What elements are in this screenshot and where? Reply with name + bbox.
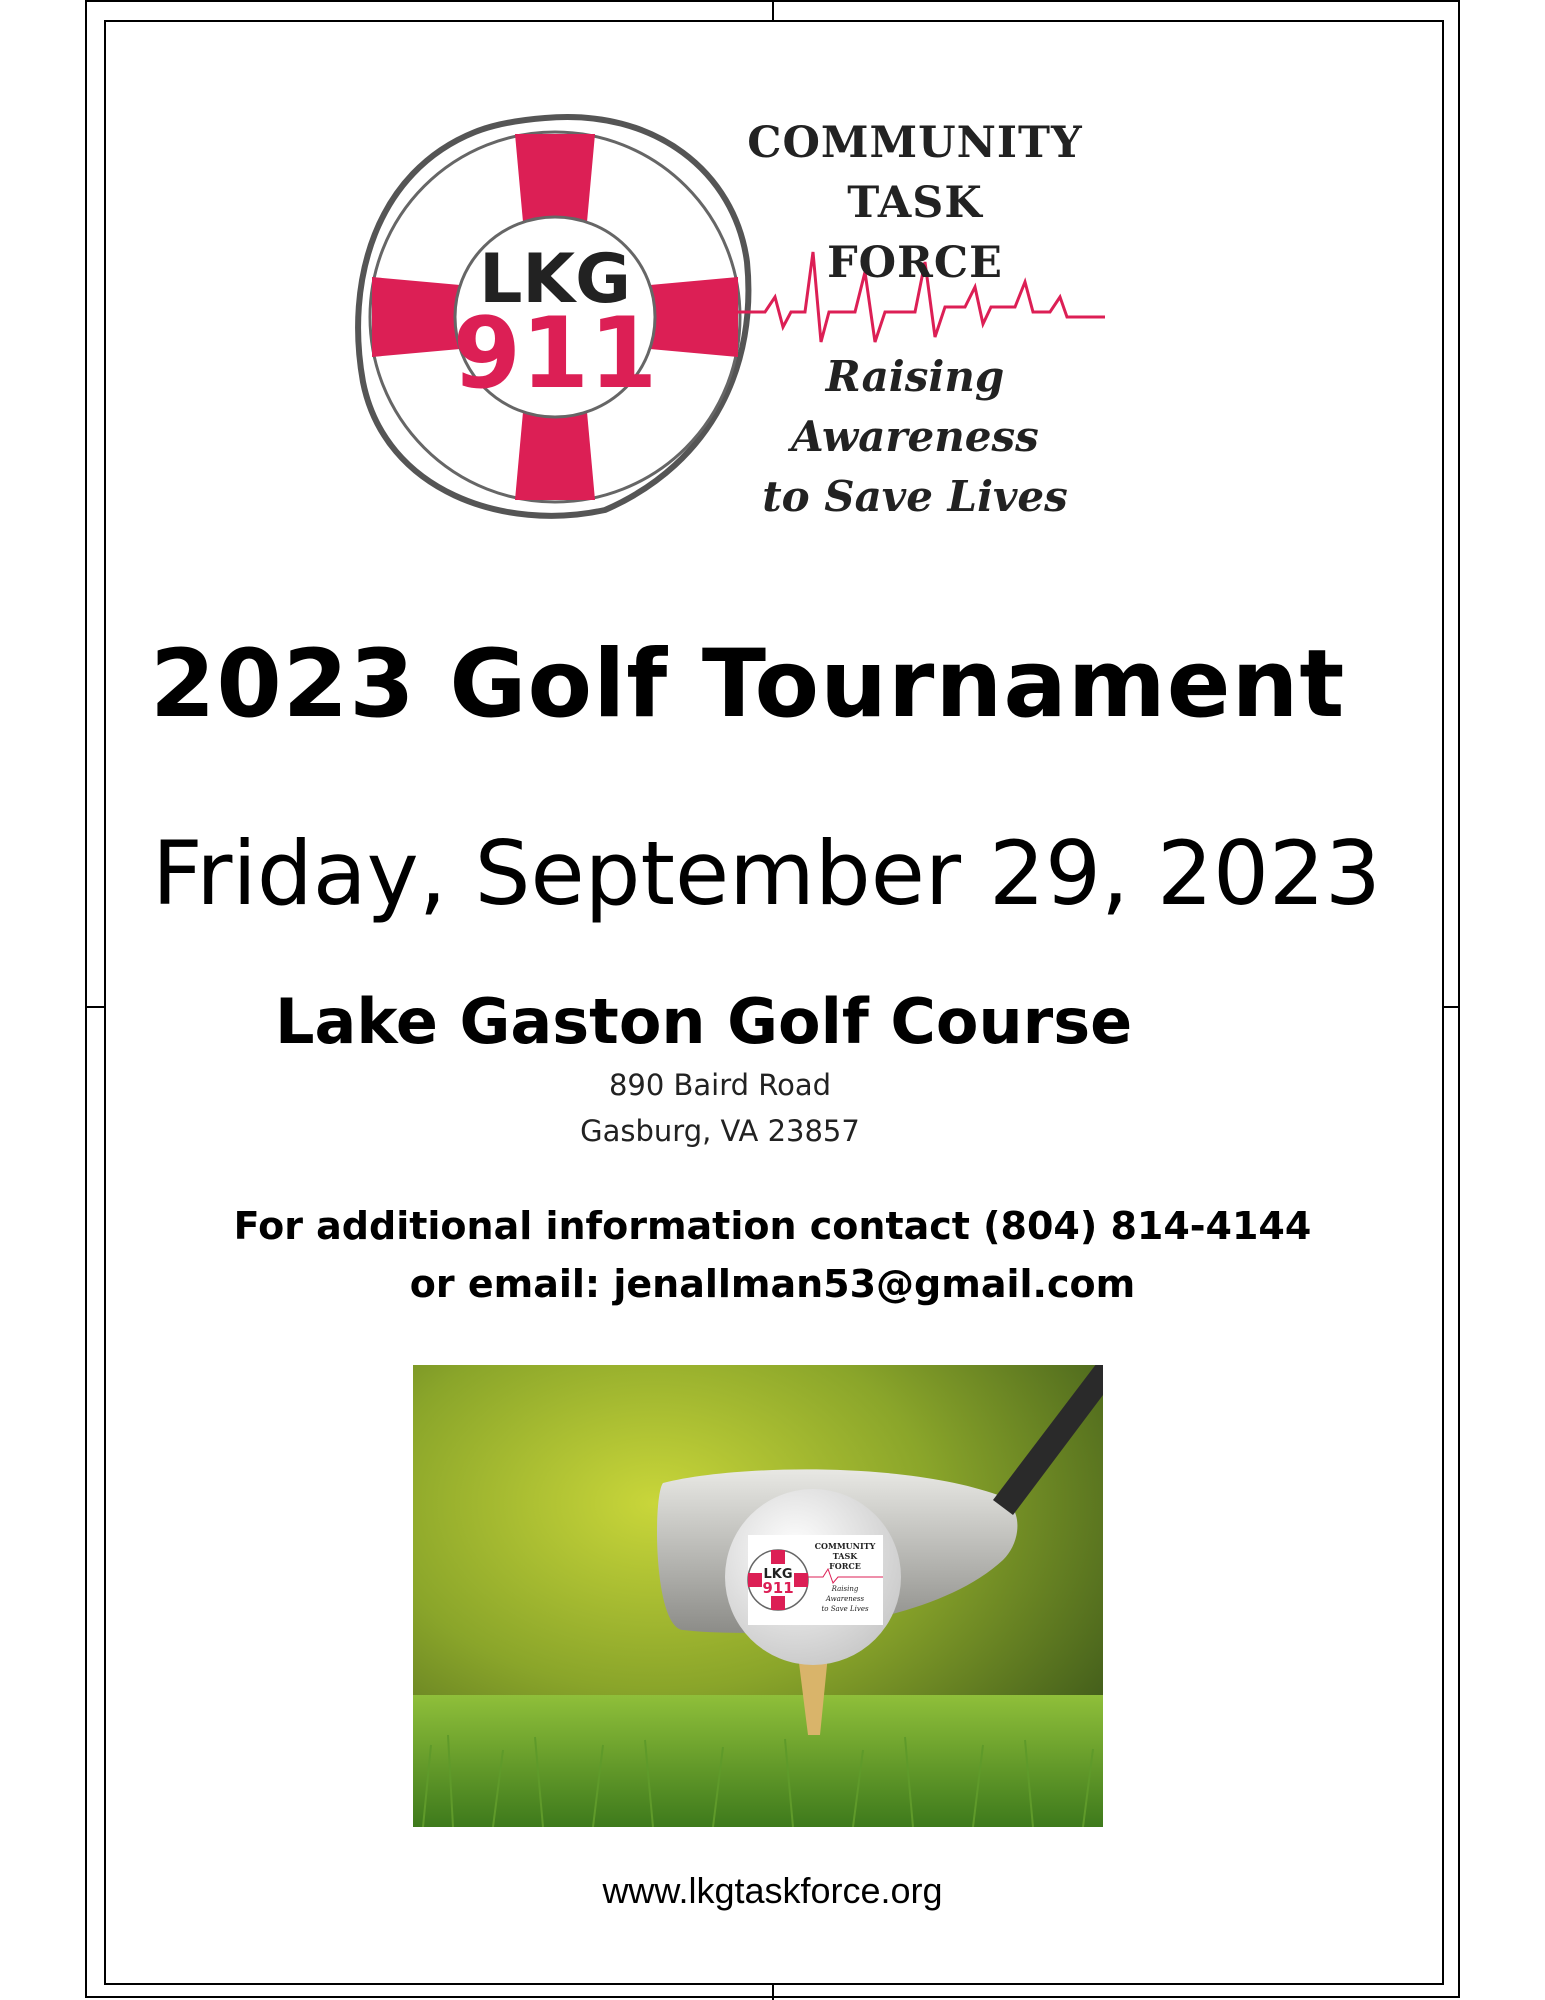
registration-mark-left (85, 1006, 105, 1008)
registration-mark-bottom (772, 1985, 774, 2000)
svg-text:LKG: LKG (763, 1567, 793, 1582)
logo-lkg-text: LKG (479, 240, 631, 319)
registration-mark-right (1443, 1006, 1460, 1008)
logo-org-line3: FORCE (827, 238, 1003, 288)
logo-org-line1: COMMUNITY (747, 118, 1083, 168)
website-url: www.lkgtaskforce.org (602, 1870, 943, 1911)
logo-tagline-line1: Raising (825, 352, 1005, 401)
event-title: 2023 Golf Tournament (150, 630, 1346, 739)
svg-text:Awareness: Awareness (825, 1595, 865, 1603)
svg-text:Raising: Raising (831, 1585, 859, 1593)
logo-911-text: 911 (452, 297, 658, 411)
venue-address-line2: Gasburg, VA 23857 (580, 1114, 860, 1148)
svg-text:to Save Lives: to Save Lives (821, 1605, 869, 1613)
contact-email-line: or email: jenallman53@gmail.com (409, 1262, 1136, 1306)
venue-address-line1: 890 Baird Road (608, 1068, 832, 1102)
svg-text:TASK: TASK (832, 1551, 858, 1561)
ball-logo (748, 1535, 883, 1625)
event-date: Friday, September 29, 2023 (152, 822, 1381, 925)
svg-text:COMMUNITY: COMMUNITY (814, 1541, 876, 1551)
svg-text:FORCE: FORCE (829, 1561, 861, 1571)
event-venue: Lake Gaston Golf Course (275, 985, 1133, 1058)
logo-tagline-line3: to Save Lives (762, 472, 1068, 521)
logo-tagline-line2: Awareness (791, 412, 1039, 461)
logo-org-line2: TASK (847, 178, 983, 228)
svg-text:911: 911 (762, 1579, 794, 1597)
contact-phone-line: For additional information contact (804) 814-4144 (233, 1204, 1312, 1248)
registration-mark-top (772, 0, 774, 20)
golf-ball-photo (413, 1365, 1103, 1827)
